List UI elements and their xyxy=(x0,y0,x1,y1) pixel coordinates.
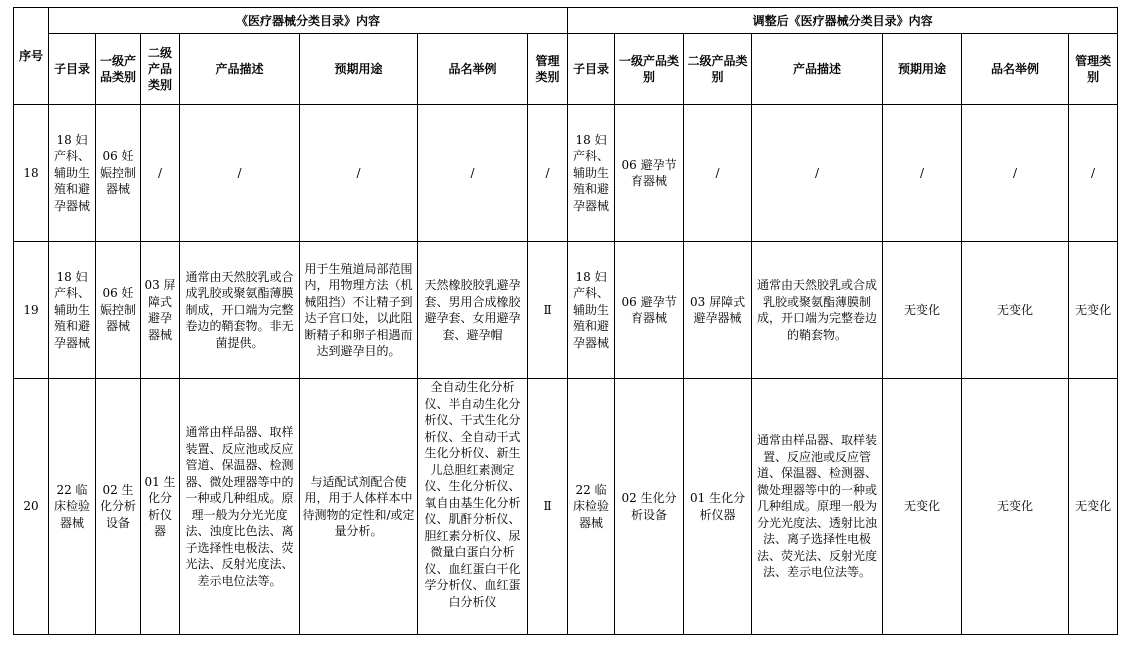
header-seq: 序号 xyxy=(14,8,49,105)
cell-orig-class: Ⅱ xyxy=(528,242,568,379)
cell-adj-description: / xyxy=(752,105,883,242)
cell-adj-intended-use: 无变化 xyxy=(883,379,962,635)
cell-orig-subcatalog: 22 临床检验器械 xyxy=(49,379,96,635)
cell-seq: 20 xyxy=(14,379,49,635)
cell-orig-level1: 06 妊娠控制器械 xyxy=(96,242,141,379)
header-original-group: 《医疗器械分类目录》内容 xyxy=(49,8,568,34)
cell-adj-examples: 无变化 xyxy=(962,379,1069,635)
cell-orig-subcatalog: 18 妇产科、辅助生殖和避孕器械 xyxy=(49,242,96,379)
cell-orig-subcatalog: 18 妇产科、辅助生殖和避孕器械 xyxy=(49,105,96,242)
cell-adj-level2: 03 屏障式避孕器械 xyxy=(684,242,752,379)
cell-orig-intended-use: 与适配试剂配合使用，用于人体样本中待测物的定性和/或定量分析。 xyxy=(300,379,418,635)
header-orig-intended-use: 预期用途 xyxy=(300,34,418,105)
cell-orig-class: Ⅱ xyxy=(528,379,568,635)
cell-orig-intended-use: / xyxy=(300,105,418,242)
cell-adj-level1: 06 避孕节育器械 xyxy=(615,242,684,379)
cell-orig-examples: 天然橡胶胶乳避孕套、男用合成橡胶避孕套、女用避孕套、避孕帽 xyxy=(418,242,528,379)
cell-orig-examples: / xyxy=(418,105,528,242)
header-orig-level1: 一级产品类别 xyxy=(96,34,141,105)
header-column-row xyxy=(14,34,1118,105)
header-orig-description: 产品描述 xyxy=(180,34,300,105)
header-adj-class: 管理类别 xyxy=(1069,34,1118,105)
header-adj-subcatalog: 子目录 xyxy=(568,34,615,105)
header-adj-intended-use: 预期用途 xyxy=(883,34,962,105)
cell-adj-examples: 无变化 xyxy=(962,242,1069,379)
cell-orig-description: 通常由样品器、取样装置、反应池或反应管道、保温器、检测器、微处理器等中的一种或几种组成。原理一般为分光光度法、浊度比色法、离子选择性电极法、荧光法、反射光度法、差示电位法等。 xyxy=(180,379,300,635)
header-adj-description: 产品描述 xyxy=(752,34,883,105)
cell-orig-level2: / xyxy=(141,105,180,242)
cell-adj-level1: 02 生化分析设备 xyxy=(615,379,684,635)
cell-adj-level2: 01 生化分析仪器 xyxy=(684,379,752,635)
cell-orig-level2: 03 屏障式避孕器械 xyxy=(141,242,180,379)
cell-seq: 19 xyxy=(14,242,49,379)
cell-adj-class: 无变化 xyxy=(1069,242,1118,379)
cell-adj-intended-use: 无变化 xyxy=(883,242,962,379)
cell-adj-class: / xyxy=(1069,105,1118,242)
cell-adj-subcatalog: 22 临床检验器械 xyxy=(568,379,615,635)
cell-adj-subcatalog: 18 妇产科、辅助生殖和避孕器械 xyxy=(568,105,615,242)
table-row xyxy=(14,105,1118,242)
cell-adj-intended-use: / xyxy=(883,105,962,242)
table-row xyxy=(14,379,1118,635)
cell-adj-examples: / xyxy=(962,105,1069,242)
cell-orig-intended-use: 用于生殖道局部范围内，用物理方法（机械阻挡）不让精子到达子宫口处，以此阻断精子和卵子相遇而达到避孕目的。 xyxy=(300,242,418,379)
cell-adj-level2: / xyxy=(684,105,752,242)
header-orig-subcatalog: 子目录 xyxy=(49,34,96,105)
table-row xyxy=(14,242,1118,379)
cell-seq: 18 xyxy=(14,105,49,242)
cell-adj-level1: 06 避孕节育器械 xyxy=(615,105,684,242)
header-adj-level2: 二级产品类别 xyxy=(684,34,752,105)
cell-orig-description: 通常由天然胶乳或合成乳胶或聚氨酯薄膜制成，开口端为完整卷边的鞘套物。非无菌提供。 xyxy=(180,242,300,379)
header-orig-class: 管理类别 xyxy=(528,34,568,105)
cell-orig-class: / xyxy=(528,105,568,242)
cell-adj-description: 通常由天然胶乳或合成乳胶或聚氨酯薄膜制成，开口端为完整卷边的鞘套物。 xyxy=(752,242,883,379)
header-adj-examples: 品名举例 xyxy=(962,34,1069,105)
cell-adj-subcatalog: 18 妇产科、辅助生殖和避孕器械 xyxy=(568,242,615,379)
header-orig-level2: 二级产品类别 xyxy=(141,34,180,105)
cell-adj-description: 通常由样品器、取样装置、反应池或反应管道、保温器、检测器、微处理器等中的一种或几种组成。原理一般为分光光度法、透射比浊法、离子选择性电极法、荧光法、反射光度法、差示电位法等。 xyxy=(752,379,883,635)
header-orig-examples: 品名举例 xyxy=(418,34,528,105)
header-group-row xyxy=(14,8,1118,34)
header-adj-level1: 一级产品类别 xyxy=(615,34,684,105)
cell-adj-class: 无变化 xyxy=(1069,379,1118,635)
header-adjusted-group: 调整后《医疗器械分类目录》内容 xyxy=(568,8,1118,34)
classification-comparison-table xyxy=(13,7,1118,635)
cell-orig-description: / xyxy=(180,105,300,242)
cell-orig-examples: 全自动生化分析仪、半自动生化分析仪、干式生化分析仪、全自动干式生化分析仪、新生儿总胆红素测定仪、生化分析仪、氧自由基生化分析仪、肌酐分析仪、胆红素分析仪、尿微量白蛋白分析仪、血红蛋白干化学分析仪、血红蛋白分析仪 xyxy=(418,379,528,635)
cell-orig-level1: 02 生化分析设备 xyxy=(96,379,141,635)
cell-orig-level2: 01 生化分析仪器 xyxy=(141,379,180,635)
cell-orig-level1: 06 妊娠控制器械 xyxy=(96,105,141,242)
